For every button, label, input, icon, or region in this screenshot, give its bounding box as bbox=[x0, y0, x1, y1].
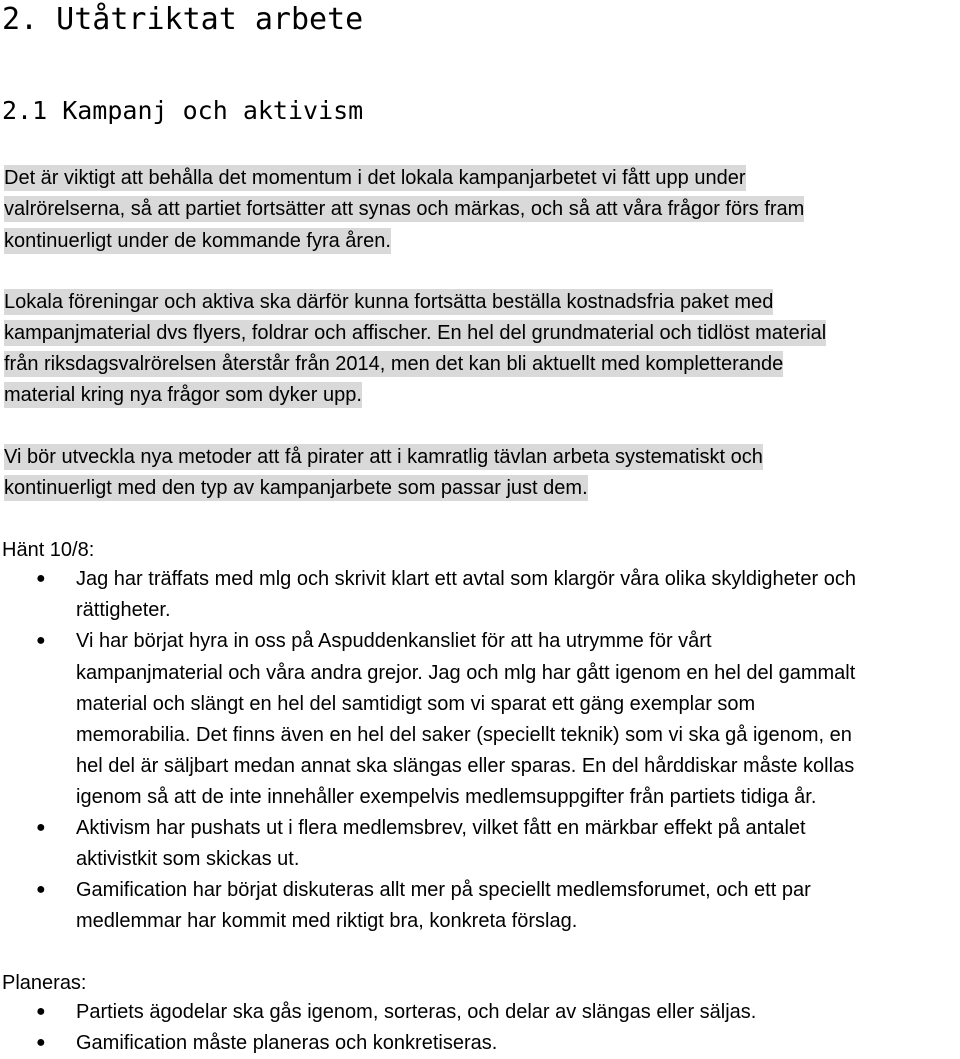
list-item-line: Gamification måste planeras och konkretiseras. bbox=[76, 1032, 498, 1054]
paragraph-line: kontinuerligt under de kommande fyra åren. bbox=[4, 230, 391, 252]
list-item-line: Aktivism har pushats ut i flera medlemsbrev, vilket fått en märkbar effekt på antalet bbox=[76, 817, 806, 839]
bullet-icon: ● bbox=[36, 632, 46, 649]
paragraph-line: valrörelserna, så att partiet fortsätter att synas och märkas, och så att våra frågor förs fram bbox=[4, 198, 805, 220]
list-item-line: Jag har träffats med mlg och skrivit klart ett avtal som klargör våra olika skyldigheter och bbox=[76, 568, 856, 590]
paragraph-line: kampanjmaterial dvs flyers, foldrar och affischer. En hel del grundmaterial och tidlöst material bbox=[4, 322, 827, 344]
list-item-line: rättigheter. bbox=[76, 599, 171, 621]
paragraph-line: kontinuerligt med den typ av kampanjarbete som passar just dem. bbox=[4, 477, 588, 499]
heading-level-1: 2. Utåtriktat arbete bbox=[2, 2, 364, 37]
list-item-line: kampanjmaterial och våra andra grejor. Jag och mlg har gått igenom en hel del gammalt bbox=[76, 662, 856, 684]
list-item-line: Gamification har börjat diskuteras allt mer på speciellt medlemsforumet, och ett par bbox=[76, 879, 811, 901]
list-item-line: Vi har börjat hyra in oss på Aspuddenkansliet för att ha utrymme för vårt bbox=[76, 630, 712, 652]
bullet-icon: ● bbox=[36, 570, 46, 587]
bullet-icon: ● bbox=[36, 1034, 46, 1051]
list-item-line: aktivistkit som skickas ut. bbox=[76, 848, 300, 870]
list-item-line: memorabilia. Det finns även en hel del saker (speciellt teknik) som vi ska gå igenom, en bbox=[76, 724, 852, 746]
bullet-icon: ● bbox=[36, 1003, 46, 1020]
section-title-hant: Hänt 10/8: bbox=[2, 539, 95, 561]
bullet-icon: ● bbox=[36, 881, 46, 898]
list-item-line: hel del är säljbart medan annat ska slängas eller sparas. En del hårddiskar måste kollas bbox=[76, 755, 855, 777]
list-item-line: Partiets ägodelar ska gås igenom, sorteras, och delar av slängas eller säljas. bbox=[76, 1001, 757, 1023]
list-item-line: medlemmar har kommit med riktigt bra, konkreta förslag. bbox=[76, 910, 578, 932]
bullet-icon: ● bbox=[36, 819, 46, 836]
paragraph-line: Vi bör utveckla nya metoder att få pirater att i kamratlig tävlan arbeta systematiskt och bbox=[4, 446, 763, 468]
list-item-line: material och slängt en hel del samtidigt som vi sparat ett gäng exemplar som bbox=[76, 693, 756, 715]
paragraph-line: från riksdagsvalrörelsen återstår från 2014, men det kan bli aktuellt med kompletterande bbox=[4, 353, 784, 375]
paragraph-line: Det är viktigt att behålla det momentum i det lokala kampanjarbetet vi fått upp under bbox=[4, 167, 746, 189]
section-title-planeras: Planeras: bbox=[2, 972, 87, 994]
paragraph-line: material kring nya frågor som dyker upp. bbox=[4, 384, 362, 406]
heading-level-2: 2.1 Kampanj och aktivism bbox=[2, 96, 364, 125]
list-item-line: igenom så att de inte innehåller exempelvis medlemsuppgifter från partiets tidiga år. bbox=[76, 786, 817, 808]
paragraph-line: Lokala föreningar och aktiva ska därför kunna fortsätta beställa kostnadsfria paket med bbox=[4, 291, 774, 313]
